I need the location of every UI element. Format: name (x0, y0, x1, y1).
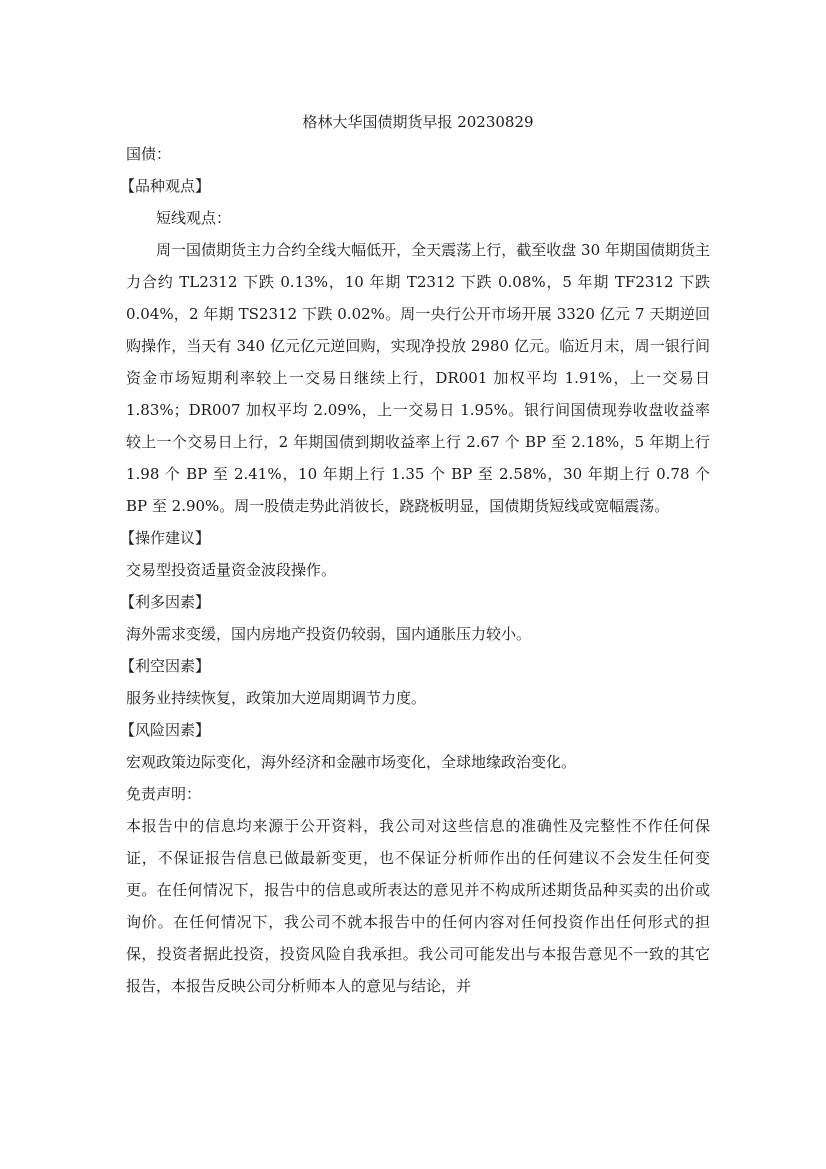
disclaimer-heading: 免责声明： (126, 785, 202, 803)
report-page (120, 106, 710, 1002)
advice-body: 交易型投资适量资金波段操作。 (126, 561, 337, 579)
subheading-short-term: 短线观点： (156, 209, 232, 227)
view-body-paragraph: 周一国债期货主力合约全线大幅低开，全天震荡上行，截至收盘 30 年期国债期货主力合约 TL2312 下跌 0.13%，10 年期 T2312 下跌 0.08%，5 年期 TF2312 下跌 0.04%，2 年期 TS2312 下跌 0.02%。周一央行公开市场开展 3320 亿元 7 天期逆回购操作，当天有 340 亿元亿元逆回购，实现净投放 2980 亿元。临近月末，周一银行间资金市场短期利率较上一交易日继续上行，DR001 加权平均 1.91%，上一交易日 1.83%；DR007 加权平均 2.09%，上一交易日 1.95%。银行间国债现券收盘收益率较上一个交易日上行，2 年期国债到期收益率上行 2.67 个 BP 至 2.18%，5 年期上行 1.98 个 BP 至 2.41%，10 年期上行 1.35 个 BP 至 2.58%，30 年期上行 0.78 个 BP 至 2.90%。周一股债走势此消彼长，跷跷板明显，国债期货短线或宽幅震荡。 (126, 241, 710, 515)
bullish-body: 海外需求变缓，国内房地产投资仍较弱，国内通胀压力较小。 (126, 625, 532, 643)
section-heading-risk: 【风险因素】 (120, 721, 211, 739)
disclaimer-body: 本报告中的信息均来源于公开资料，我公司对这些信息的准确性及完整性不作任何保证，不保证报告信息已做最新变更，也不保证分析师作出的任何建议不会发生任何变更。在任何情况下，报告中的信息或所表达的意见并不构成所述期货品种买卖的出价或询价。在任何情况下，我公司不就本报告中的任何内容对任何投资作出任何形式的担保，投资者据此投资，投资风险自我承担。我公司可能发出与本报告意见不一致的其它报告，本报告反映公司分析师本人的意见与结论，并 (126, 817, 710, 995)
section-heading-bullish: 【利多因素】 (120, 593, 211, 611)
section-heading-view: 【品种观点】 (120, 177, 211, 195)
category-label: 国债： (126, 145, 172, 163)
report-title: 格林大华国债期货早报 20230829 (302, 113, 534, 131)
section-heading-advice: 【操作建议】 (120, 529, 211, 547)
bearish-body: 服务业持续恢复，政策加大逆周期调节力度。 (126, 689, 427, 707)
risk-body: 宏观政策边际变化，海外经济和金融市场变化，全球地缘政治变化。 (126, 753, 577, 771)
section-heading-bearish: 【利空因素】 (120, 657, 211, 675)
